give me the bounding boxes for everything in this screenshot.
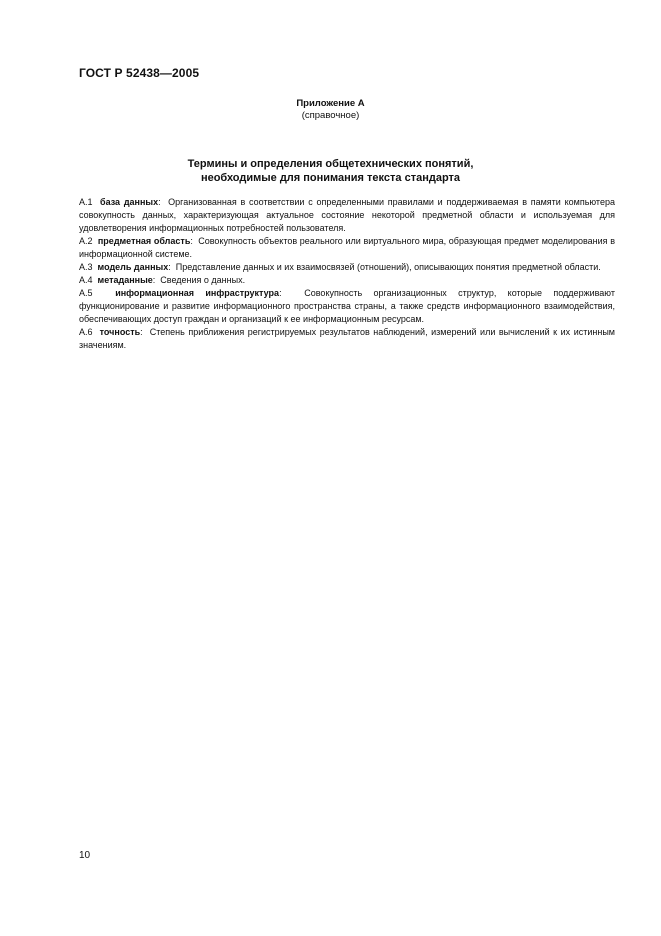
page-number: 10 (79, 850, 91, 861)
definition-term: точность (99, 327, 141, 337)
definition-text: Представление данных и их взаимосвязей (отношений), описывающих понятия предметной области. (175, 262, 601, 272)
definition-term: модель данных (97, 262, 169, 272)
definition-text: Совокупность объектов реального или виртуального мира, образующая предмет моделирования в информационной системе. (79, 236, 615, 259)
section-title-line-2: необходимые для понимания текста стандарта (200, 172, 461, 184)
definition-term: предметная область (97, 236, 191, 246)
appendix-heading (0, 98, 661, 122)
definition-term: информационная инфраструктура (115, 288, 280, 298)
definition-item: А.5 информационная инфраструктура: Совокупность организационных структур, которые поддерживают функционирование и развитие информационного пространства страны, а также средств информационного взаимодействия, обеспечивающих доступ граждан и организаций к ее информационным ресурсам. (79, 288, 615, 324)
definition-number: А.1 (79, 197, 93, 207)
definition-number: А.5 (79, 288, 93, 298)
section-title (0, 157, 661, 185)
definition-text: Совокупность организационных структур, которые поддерживают функционирование и развитие информационного пространства страны, а также средств информационного взаимодействия, обеспечивающих доступ граждан и организаций к ее информационным ресурсам. (79, 288, 615, 324)
standard-code: ГОСТ Р 52438—2005 (79, 66, 200, 80)
definition-text: Степень приближения регистрируемых результатов наблюдений, измерений или вычислений к их истинным значениям. (79, 327, 615, 350)
section-title-line-1: Термины и определения общетехнических понятий, (187, 158, 474, 170)
appendix-kind: (справочное) (301, 110, 360, 121)
appendix-label: Приложение А (296, 98, 365, 109)
definition-number: А.3 (79, 262, 93, 272)
definition-item: А.6 точность: Степень приближения регистрируемых результатов наблюдений, измерений или вычислений к их истинным значениям. (79, 327, 615, 350)
definition-text: Организованная в соответствии с определенными правилами и поддерживаемая в памяти компьютера совокупность данных, характеризующая актуальное состояние некоторой предметной области и используемая для удовлетворения информационных потребностей пользователя. (79, 197, 615, 233)
definition-item: А.3 модель данных: Представление данных и их взаимосвязей (отношений), описывающих понятия предметной области. (79, 262, 601, 272)
definition-item: А.4 метаданные: Сведения о данных. (79, 275, 246, 285)
definition-term: метаданные (97, 275, 153, 285)
definition-number: А.2 (79, 236, 93, 246)
definition-number: А.6 (79, 327, 93, 337)
definitions-list (79, 196, 615, 352)
definition-item: А.1 база данных: Организованная в соответствии с определенными правилами и поддерживаемая в памяти компьютера совокупность данных, характеризующая актуальное состояние некоторой предметной области и используемая для удовлетворения информационных потребностей пользователя. (79, 197, 615, 233)
definition-text: Сведения о данных. (160, 275, 246, 285)
definition-term: база данных (100, 197, 159, 207)
definition-item: А.2 предметная область: Совокупность объектов реального или виртуального мира, образующая предмет моделирования в информационной системе. (79, 236, 615, 259)
definition-number: А.4 (79, 275, 93, 285)
